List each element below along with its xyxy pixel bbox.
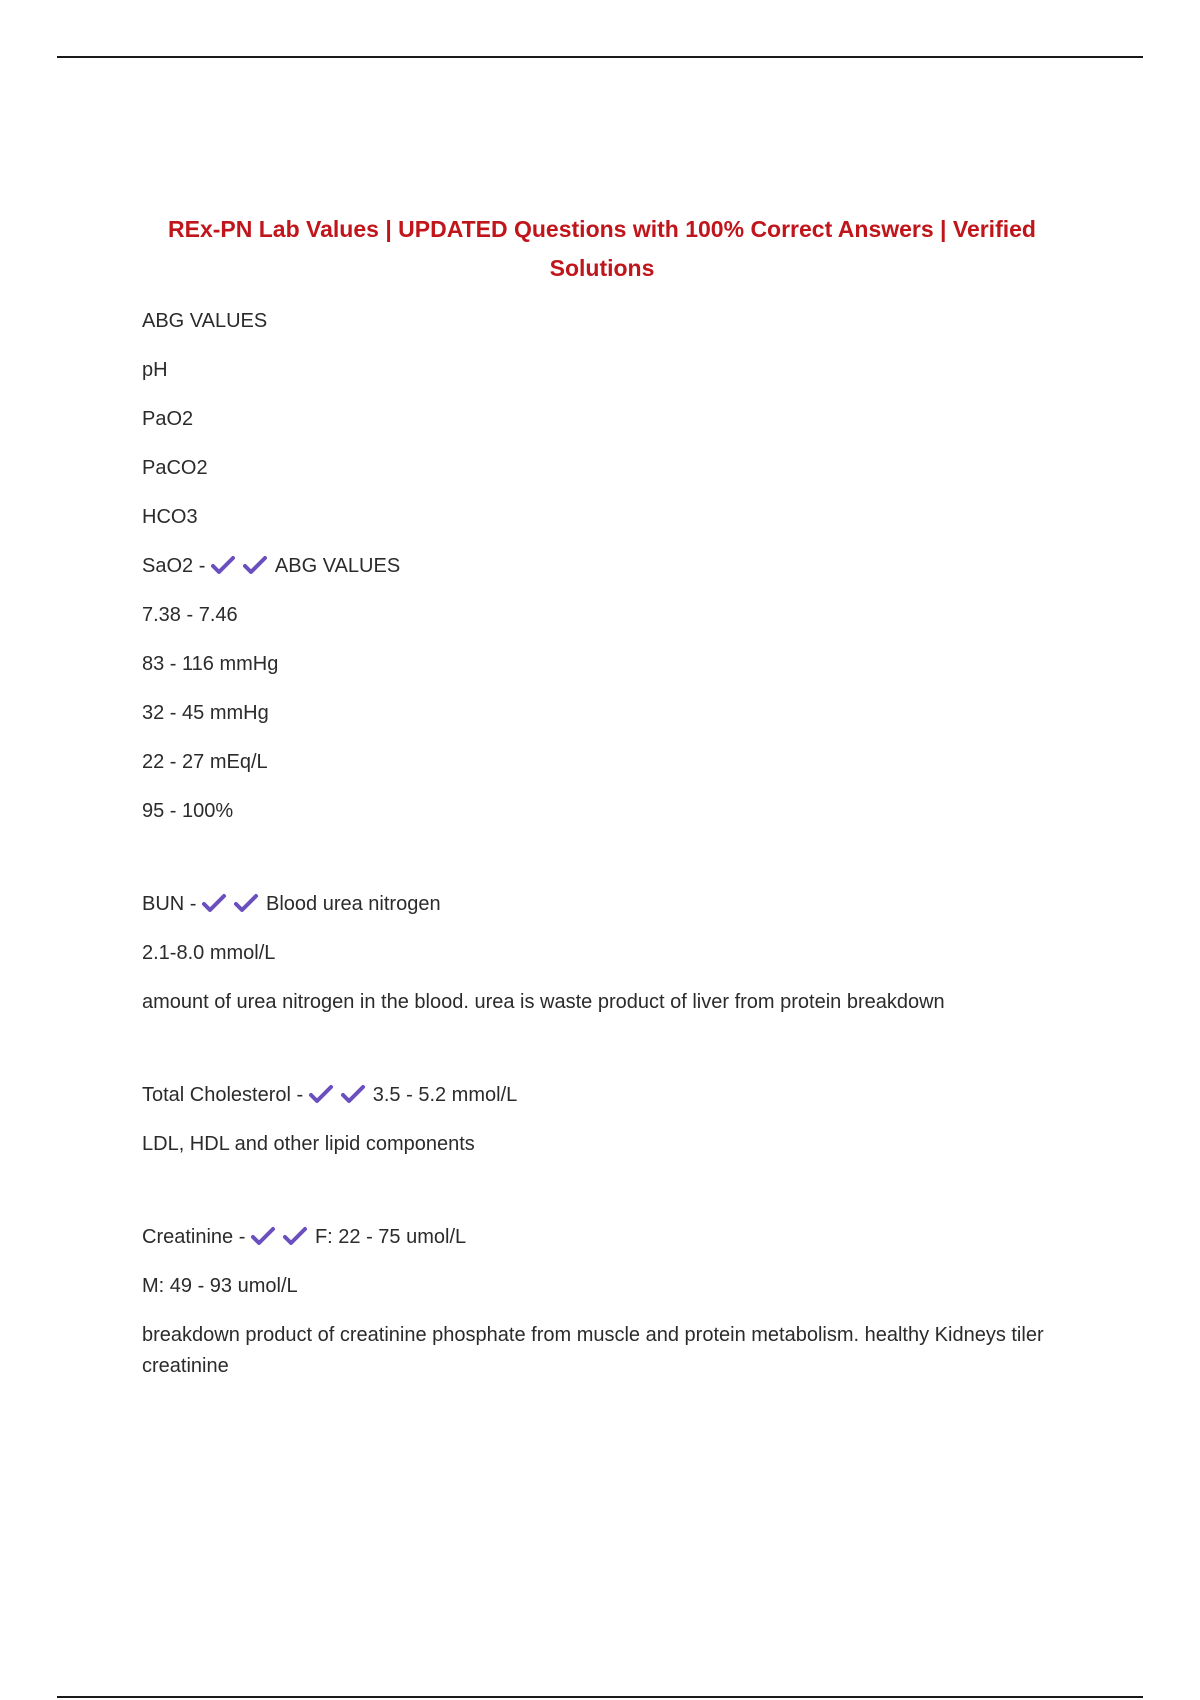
abg-term-ph: pH	[142, 359, 168, 381]
abg-value-pao2: 83 - 116 mmHg	[142, 653, 279, 675]
spacer	[142, 1178, 1062, 1222]
bun-range: 2.1-8.0 mmol/L	[142, 942, 276, 964]
checkmark-icon	[341, 1084, 367, 1104]
checkmark-icon	[243, 555, 269, 575]
abg-value-sao2: 95 - 100%	[142, 800, 234, 822]
bun-question	[142, 889, 1062, 920]
checkmark-icon	[309, 1084, 335, 1104]
cholesterol-prefix: Total Cholesterol -	[142, 1084, 304, 1106]
abg-term-hco3: HCO3	[142, 506, 198, 528]
bun-answer: Blood urea nitrogen	[266, 893, 441, 915]
abg-term-pao2: PaO2	[142, 408, 194, 430]
abg-value-hco3: 22 - 27 mEq/L	[142, 751, 268, 773]
creatinine-question	[142, 1222, 1062, 1253]
sao2-prefix: SaO2 -	[142, 555, 206, 577]
abg-term-paco2: PaCO2	[142, 457, 208, 479]
checkmark-icon	[234, 893, 260, 913]
abg-value-paco2: 32 - 45 mmHg	[142, 702, 269, 724]
cholesterol-question	[142, 1080, 1062, 1111]
sao2-question	[142, 551, 1062, 582]
creatinine-answer: F: 22 - 75 umol/L	[314, 1226, 467, 1248]
creatinine-description: breakdown product of creatinine phosphate from muscle and protein metabolism. healthy Kidneys tiler creatinine	[142, 1324, 1044, 1377]
creatinine-prefix: Creatinine -	[142, 1226, 246, 1248]
checkmark-icon	[283, 1226, 309, 1246]
sao2-answer: ABG VALUES	[274, 555, 401, 577]
cholesterol-answer: 3.5 - 5.2 mmol/L	[372, 1084, 518, 1106]
bottom-rule	[57, 1696, 1143, 1698]
bun-description: amount of urea nitrogen in the blood. urea is waste product of liver from protein breakdown	[142, 991, 945, 1013]
page-title: REx-PN Lab Values | UPDATED Questions with 100% Correct Answers | Verified Solutions	[168, 216, 1036, 281]
spacer	[142, 845, 1062, 889]
bun-prefix: BUN -	[142, 893, 197, 915]
checkmark-icon	[251, 1226, 277, 1246]
abg-value-ph: 7.38 - 7.46	[142, 604, 238, 626]
checkmark-icon	[211, 555, 237, 575]
creatinine-male-range: M: 49 - 93 umol/L	[142, 1275, 298, 1297]
checkmark-icon	[202, 893, 228, 913]
document-body	[142, 210, 1062, 1400]
top-rule	[57, 56, 1143, 58]
abg-heading: ABG VALUES	[142, 310, 268, 332]
cholesterol-description: LDL, HDL and other lipid components	[142, 1133, 475, 1155]
spacer	[142, 1036, 1062, 1080]
